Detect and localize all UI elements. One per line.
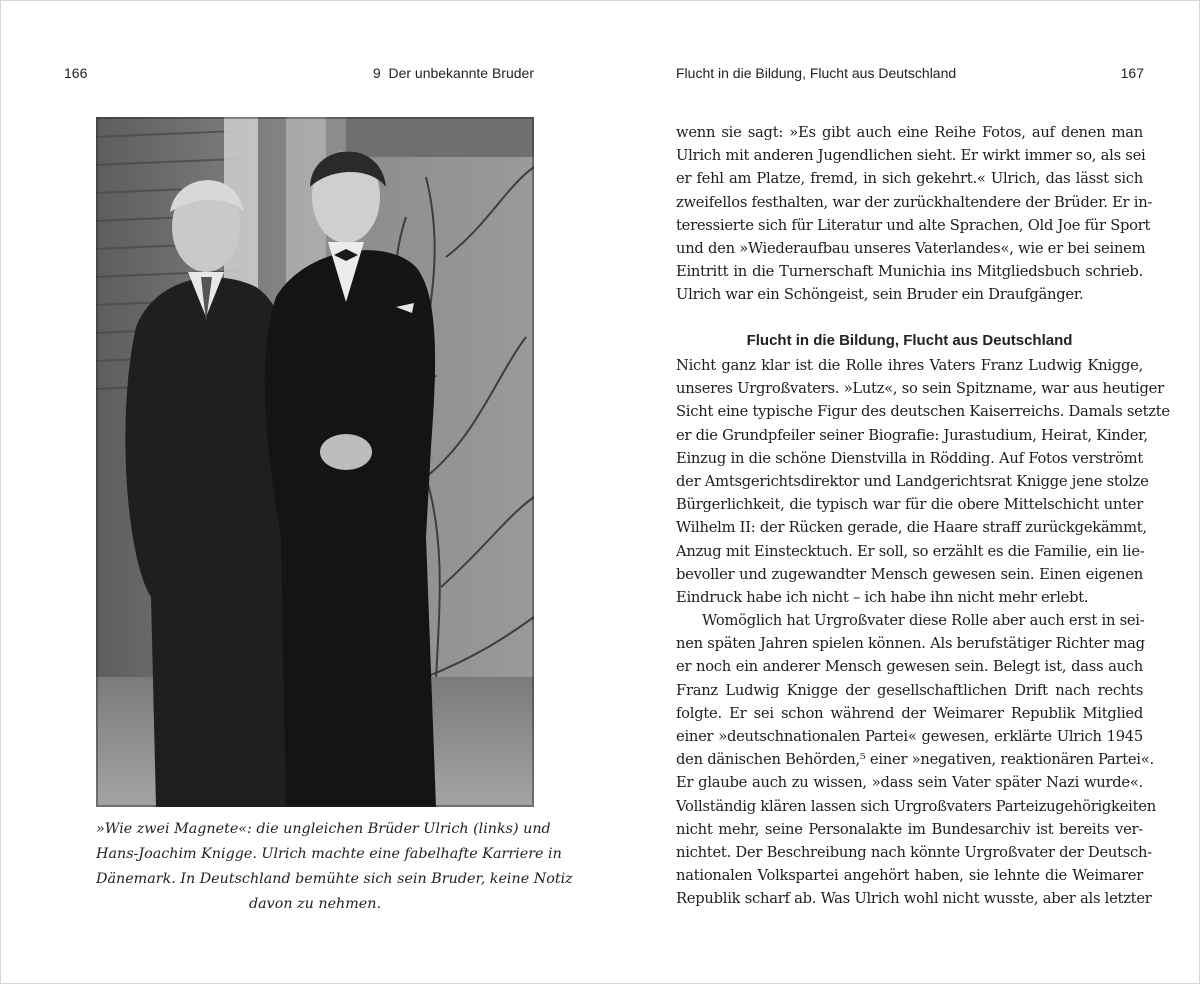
page-number-right: 167 [1120,65,1144,81]
caption-line: davon zu nehmen. [248,896,382,912]
text-line: Anzug mit Einstecktuch. Er soll, so erzählt es die Familie, ein lie- [676,542,1145,560]
text-line: nichtet. Der Beschreibung nach könnte Urgroßvater der Deutsch- [676,843,1152,861]
text-line: Eintritt in die Turnerschaft Munichia ins Mitgliedsbuch schrieb. [676,263,1143,281]
right-page [601,1,1200,985]
running-head-left: 9 Der unbekannte Bruder [372,65,534,81]
left-page [1,1,601,985]
text-line: er fehl am Platze, fremd, in sich gekehrt.« Ulrich, das lässt sich [676,170,1143,188]
text-line: teressierte sich für Literatur und alte Sprachen, Old Joe für Sport [676,216,1151,234]
page-number-left: 166 [64,65,88,81]
historical-photo [96,117,534,807]
text-line: nicht mehr, seine Personalakte im Bundesarchiv ist bereits ver- [676,820,1143,838]
text-line: Ulrich war ein Schöngeist, sein Bruder ein Draufgänger. [676,286,1084,304]
text-line: Franz Ludwig Knigge der gesellschaftlichen Drift nach rechts [676,681,1143,699]
text-line: einer »deutschnationalen Partei« gewesen, erklärte Ulrich 1945 [676,728,1143,745]
text-line: wenn sie sagt: »Es gibt auch eine Reihe Fotos, auf denen man [676,124,1143,141]
text-line: Womöglich hat Urgroßvater diese Rolle aber auch erst in sei- [702,612,1145,630]
paragraph-1 [676,121,1153,307]
text-line: Er glaube auch zu wissen, »dass sein Vater später Nazi wurde«. [676,774,1143,792]
text-line: nationalen Volkspartei angehört haben, sie lehnte die Weimarer [676,867,1143,885]
text-line: unseres Urgroßvaters. »Lutz«, so sein Spitzname, war aus heutiger [676,380,1164,398]
photo-two-brothers [96,117,534,807]
text-line: Nicht ganz klar ist die Rolle ihres Vaters Franz Ludwig Knigge, [676,357,1143,374]
paragraphs-2-3 [676,354,1170,911]
text-line: Bürgerlichkeit, die typisch war für die obere Mittelschicht unter [676,496,1143,514]
text-line: den dänischen Behörden,⁵ einer »negativen, reaktionären Partei«. [676,751,1154,769]
text-line: nen späten Jahren spielen können. Als berufstätiger Richter mag [676,635,1145,653]
text-line: Eindruck habe ich nicht – ich habe ihn nicht mehr erlebt. [676,588,1089,606]
running-head-right: Flucht in die Bildung, Flucht aus Deutschland [676,65,957,81]
text-line: Ulrich mit anderen Jugendlichen sieht. Er wirkt immer so, als sei [676,147,1146,165]
text-line: Wilhelm II: der Rücken gerade, die Haare straff zurückgekämmt, [676,519,1147,537]
text-line: Einzug in die schöne Dienstvilla in Rödding. Auf Fotos verströmt [676,449,1143,467]
text-line: bevoller und zugewandter Mensch gewesen sein. Einen eigenen [676,565,1143,583]
text-line: Sicht eine typische Figur des deutschen Kaiserreichs. Damals setzte [676,403,1170,421]
caption-line: »Wie zwei Magnete«: die ungleichen Brüder Ulrich (links) und [96,821,551,837]
text-line: zweifellos festhalten, war der zurückhaltendere der Brüder. Er in- [676,193,1153,211]
text-line: Vollständig klären lassen sich Urgroßvaters Parteizugehörigkeiten [676,797,1156,815]
text-line: er die Grundpfeiler seiner Biografie: Jurastudium, Heirat, Kinder, [676,426,1148,444]
text-line: der Amtsgerichtsdirektor und Landgerichtsrat Knigge jene stolze [676,472,1149,490]
caption-line: Dänemark. In Deutschland bemühte sich sein Bruder, keine Notiz [96,871,573,887]
text-line: und den »Wiederaufbau unseres Vaterlandes«, wie er bei seinem [676,239,1146,257]
text-line: Republik scharf ab. Was Ulrich wohl nicht wusste, aber als letzter [676,890,1152,908]
caption-line: Hans-Joachim Knigge. Ulrich machte eine fabelhafte Karriere in [96,846,562,862]
text-line: folgte. Er sei schon während der Weimarer Republik Mitglied [676,704,1143,722]
section-subheading: Flucht in die Bildung, Flucht aus Deutschland [746,332,1073,349]
photo-caption [96,817,573,917]
text-line: er noch ein anderer Mensch gewesen sein. Belegt ist, dass auch [676,658,1143,676]
